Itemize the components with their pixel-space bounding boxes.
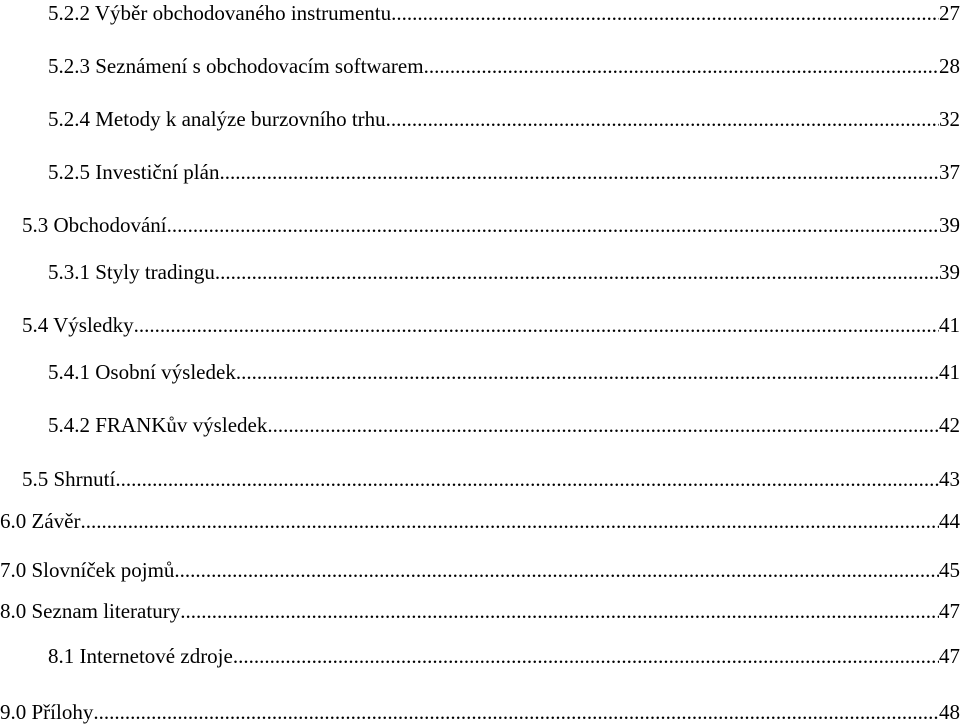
toc-entry-page: 41 <box>939 313 960 337</box>
toc-entry[interactable] <box>0 598 960 624</box>
toc-entry-page: 37 <box>939 160 960 184</box>
toc-entry[interactable] <box>48 359 960 385</box>
dot-leader <box>93 699 939 725</box>
dot-leader <box>167 212 939 238</box>
toc-entry[interactable] <box>22 212 960 238</box>
toc-entry-page: 47 <box>939 644 960 668</box>
toc-entry-label: 5.3.1 Styly tradingu <box>48 260 215 284</box>
toc-entry[interactable] <box>0 557 960 583</box>
toc-entry-page: 47 <box>939 599 960 623</box>
toc-entry-label: 5.4 Výsledky <box>22 313 134 337</box>
toc-entry-label: 5.2.3 Seznámení s obchodovacím softwarem <box>48 54 424 78</box>
toc-entry-label: 5.2.5 Investiční plán <box>48 160 220 184</box>
dot-leader <box>134 312 939 338</box>
toc-entry-label: 8.0 Seznam literatury <box>0 599 181 623</box>
dot-leader <box>236 359 939 385</box>
toc-entry-label: 5.3 Obchodování <box>22 213 167 237</box>
toc-entry-page: 41 <box>939 360 960 384</box>
dot-leader <box>174 557 939 583</box>
toc-entry-label: 9.0 Přílohy <box>0 700 94 724</box>
toc-entry-label: 5.2.4 Metody k analýze burzovního trhu <box>48 107 386 131</box>
toc-entry-label: 5.4.2 FRANKův výsledek <box>48 413 268 437</box>
toc-entry-page: 39 <box>939 260 960 284</box>
toc-entry[interactable] <box>48 643 960 669</box>
toc-entry-label: 8.1 Internetové zdroje <box>48 644 233 668</box>
toc-entry-page: 43 <box>939 467 960 491</box>
dot-leader <box>233 643 939 669</box>
toc-entry[interactable] <box>48 53 960 79</box>
toc-entry[interactable] <box>48 159 960 185</box>
dot-leader <box>180 598 939 624</box>
toc-entry[interactable] <box>48 259 960 285</box>
toc-entry-label: 5.4.1 Osobní výsledek <box>48 360 236 384</box>
dot-leader <box>391 0 939 26</box>
dot-leader <box>80 508 939 534</box>
toc-entry-label: 5.5 Shrnutí <box>22 467 116 491</box>
dot-leader <box>219 159 939 185</box>
toc-entry-label: 5.2.2 Výběr obchodovaného instrumentu <box>48 1 392 25</box>
toc-entry-label: 6.0 Závěr <box>0 509 81 533</box>
toc-entry-page: 27 <box>939 1 960 25</box>
toc-entry-page: 39 <box>939 213 960 237</box>
toc-entry-page: 48 <box>939 700 960 724</box>
toc-entry-page: 32 <box>939 107 960 131</box>
toc-entry[interactable] <box>0 699 960 725</box>
dot-leader <box>215 259 939 285</box>
toc-entry[interactable] <box>48 106 960 132</box>
toc-entry[interactable] <box>48 0 960 26</box>
toc-entry[interactable] <box>0 508 960 534</box>
dot-leader <box>267 412 939 438</box>
dot-leader <box>115 466 939 492</box>
toc-entry[interactable] <box>22 312 960 338</box>
toc-entry-page: 44 <box>939 509 960 533</box>
toc-entry[interactable] <box>48 412 960 438</box>
toc-entry-page: 45 <box>939 558 960 582</box>
toc-entry-page: 42 <box>939 413 960 437</box>
toc-entry[interactable] <box>22 466 960 492</box>
toc-entry-label: 7.0 Slovníček pojmů <box>0 558 175 582</box>
dot-leader <box>386 106 939 132</box>
toc-entry-page: 28 <box>939 54 960 78</box>
dot-leader <box>424 53 939 79</box>
